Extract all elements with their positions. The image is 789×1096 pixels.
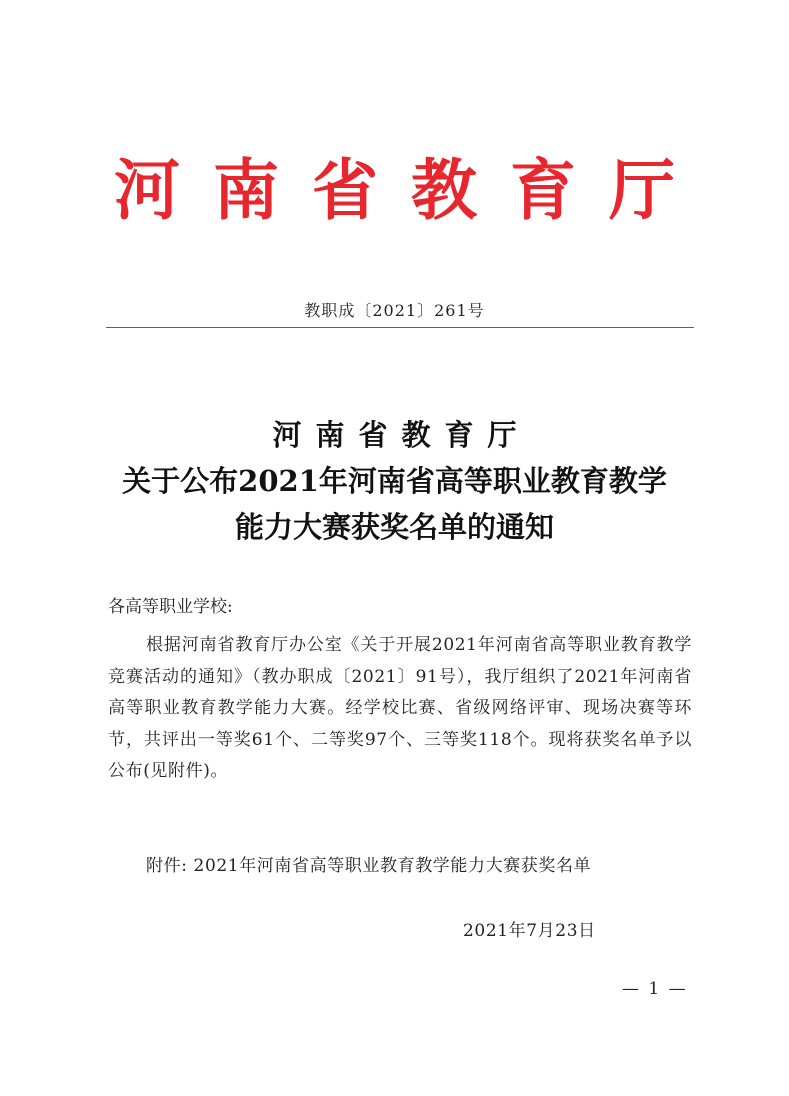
red-separator-line — [106, 327, 694, 328]
issue-date: 2021年7月23日 — [463, 921, 596, 941]
page-number: — 1 — — [622, 979, 688, 999]
notice-title — [0, 412, 789, 550]
title-line-1: 河南省教育厅 — [272, 418, 531, 452]
attachment-note: 附件: 2021年河南省高等职业教育教学能力大赛获奖名单 — [146, 856, 592, 876]
title-line-3: 能力大赛获奖名单的通知 — [234, 510, 554, 544]
title-line-2: 关于公布2021年河南省高等职业教育教学 — [122, 464, 667, 498]
document-number: 教职成〔2021〕261号 — [304, 301, 485, 320]
body-paragraph: 根据河南省教育厅办公室《关于开展2021年河南省高等职业教育教学竞赛活动的通知》（教办职成〔2021〕91号），我厅组织了2021年河南省高等职业教育教学能力大赛。经学校比赛、省级网络评审、现场决赛等环节，共评出一等奖61个、二等奖97个、三等奖118个。现将获奖名单予以公布(见附件)。 — [108, 635, 692, 781]
salutation: 各高等职业学校: — [108, 597, 233, 617]
issuing-organization-header: 河南省教育厅 — [114, 151, 708, 229]
